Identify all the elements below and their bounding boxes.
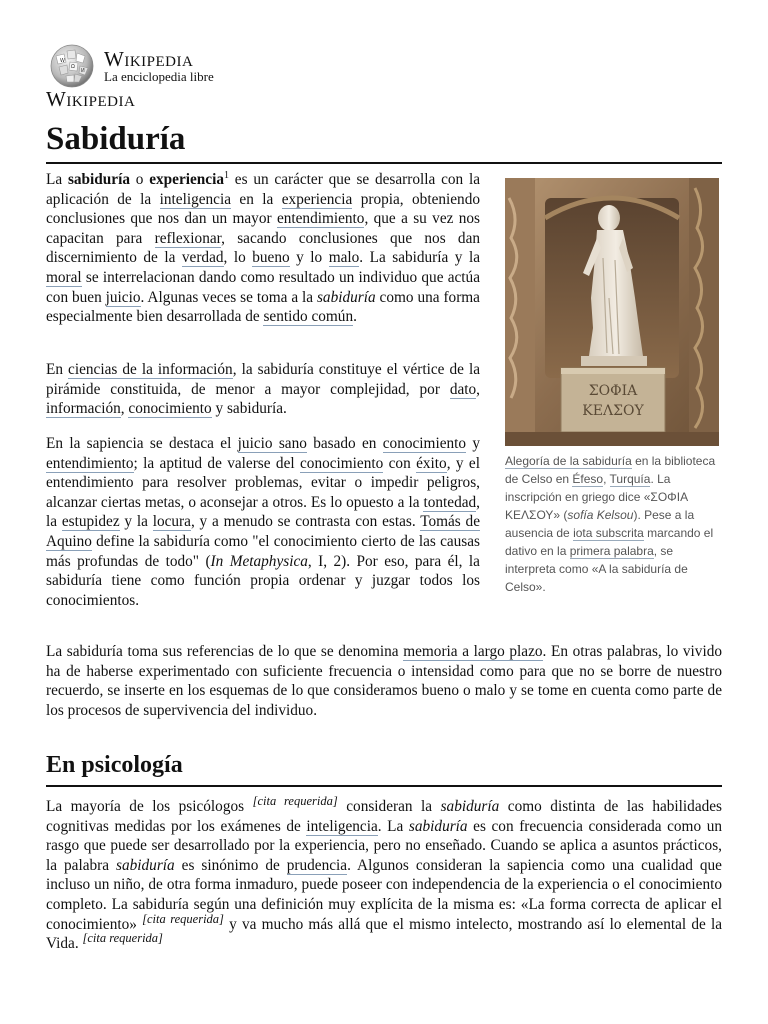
text-span: define la sabiduría como "el conocimiento cierto de las causas más profundas de todo" ( [46,532,480,570]
text-span: consideran la [337,798,441,815]
text-span: , lo [223,249,253,267]
inscription-line-1: ΣΟΦΙΑ [588,383,638,399]
link-estupidez[interactable]: estupidez [61,513,120,531]
text-span: basado en [306,435,383,452]
text-span: , la sabiduría constituye el vértice de la pirámide constituida, de menor a mayor complejidad, por [46,361,480,398]
link-verdad[interactable]: verdad [181,249,224,267]
bold-term: sabiduría [67,171,130,188]
text-span: con [383,454,417,472]
text-span: en la biblioteca de Celso en [505,454,716,486]
wordmark[interactable]: Wikipedia [104,47,194,71]
wordmark-secondary[interactable]: Wikipedia [46,87,136,111]
link-conocimiento[interactable]: conocimiento [300,454,384,472]
intro-paragraph-4 [46,642,722,720]
page-title: Sabiduría [46,121,186,157]
text-span: propia, obteniendo conclusiones que nos dan un mayor [46,190,480,228]
citation-needed-link[interactable]: [cita requerida] [252,793,338,808]
intro-paragraph-2 [46,360,480,419]
text-span: en la [230,190,282,208]
link-experiencia[interactable]: experiencia [281,190,353,208]
link-entendimiento[interactable]: entendimiento [276,210,365,228]
thumbnail-figure [505,178,719,596]
link-sentido-comun[interactable]: sentido común [263,308,354,326]
text-span: marcando el dativo en la [505,526,714,558]
text-span: , sacando conclusiones que nos dan discernimiento de la [46,229,481,267]
svg-text:И: И [81,68,85,74]
text-span: y la [119,513,153,531]
text-span: es un carácter que se desarrolla con la aplicación de la [46,171,481,208]
inscription-line-2: ΚΕΛΣΟΥ [582,403,644,419]
text-span: . Algunos consideran la sapiencia como una cualidad que incluso un niño, de otra forma inmaduro, puede poseer con independencia de la experiencia o el conocimiento completo. La sabiduría según una definición muy explícita de la misma es: «La forma correcta de aplicar el conocimiento» [46,856,722,933]
wikipedia-globe-logo[interactable] [46,42,98,88]
italic-term: sabiduría [316,288,376,306]
italic-term: sabiduría [116,856,175,874]
text-span: y lo [289,249,329,267]
text-span: , [476,380,480,398]
reference-number[interactable]: 1 [224,169,229,181]
text-span: , que a su vez nos capacitan para [46,210,480,247]
text-span: . La sabiduría y la [359,249,480,267]
link-memoria-a-largo-plazo[interactable]: memoria a largo plazo [403,643,543,660]
italic-term: sabiduría [440,798,500,815]
link-moral[interactable]: moral [46,268,82,286]
link-reflexionar[interactable]: reflexionar [154,229,222,247]
text-span: La mayoría de los psicólogos [46,798,253,815]
link-iota-subscrita[interactable]: iota subscrita [573,526,644,540]
text-span: se interrelacionan dando como resultado un individuo que actúa con buen [46,268,480,306]
intro-paragraph-1 [46,170,480,327]
text-span: . La inscripción en griego dice «ΣΟΦΙΑ ΚΕΛΣΟΥ» ( [505,472,688,522]
link-entendimiento[interactable]: entendimiento [46,454,134,472]
link-ciencias-de-la-informacion[interactable]: ciencias de la información [68,361,233,378]
link-conocimiento[interactable]: conocimiento [382,435,467,452]
link-exito[interactable]: éxito [416,454,447,472]
text-span: . [353,308,357,326]
figure-caption [505,452,719,596]
text-span: , la [46,493,480,531]
link-juicio-sano[interactable]: juicio sano [237,435,307,452]
link-juicio[interactable]: juicio [105,288,141,306]
svg-text:W: W [60,58,65,64]
title-divider [46,162,722,164]
italic-term: sofía Kelsou [567,508,634,522]
link-tomas-de-aquino[interactable]: Tomás de Aquino [46,513,480,550]
statue-image[interactable] [505,178,719,446]
link-inteligencia[interactable]: inteligencia [306,817,378,835]
text-span: . En otras palabras, lo vivido ha de haberse experimentado con suficiente frecuencia o intensidad como para que no se borre de nuestro recuerdo, se inserte en los esquemas de lo que consideramos bueno o malo y se tome en cuenta como parte de los procesos de supervivencia del individuo. [46,643,723,719]
text-span: como distinta de las habilidades cognitivas medidas por los exámenes de [46,798,722,835]
section-heading-psicologia: En psicología [46,752,183,778]
link-locura[interactable]: locura [152,513,191,531]
text-span: En la sapiencia se destaca el [46,435,238,452]
text-span: y va mucho más allá que el mismo intelecto, mostrando así lo elemental de la Vida. [46,915,723,953]
link-malo[interactable]: malo [328,249,360,267]
text-span: , [120,400,129,418]
text-span: , [603,472,610,486]
link-informacion[interactable]: información [46,400,121,418]
text-span: , y el entendimiento para resolver problemas, evitar o impedir peligros, alcanzar ciertas metas, o aconsejar a otros. Es lo opuesto a la [46,454,480,511]
text-span: La sabiduría toma sus referencias de lo que se denomina [46,643,404,660]
italic-term: sabiduría [408,817,468,835]
link-prudencia[interactable]: prudencia [286,856,348,874]
section-divider [46,785,722,787]
link-primera-palabra[interactable]: primera palabra [569,544,654,558]
link-conocimiento[interactable]: conocimiento [128,400,212,418]
text-span: . La [377,817,409,835]
site-tagline: La enciclopedia libre [104,69,214,84]
site-header [46,42,346,112]
link-efeso[interactable]: Éfeso [572,472,604,486]
text-span: , I, 2). Por eso, para él, la sabiduría tiene como función propia ordenar y juzgar todos los conocimientos. [46,552,480,609]
link-tontedad[interactable]: tontedad [423,493,477,511]
link-alegoria[interactable]: Alegoría de la sabiduría [505,454,632,468]
text-span: , y a menudo se contrasta con estas. [190,513,421,531]
text-span: como una forma especialmente bien desarrollada de [46,288,480,326]
svg-text:Ω: Ω [71,64,75,70]
link-bueno[interactable]: bueno [252,249,290,267]
citation-needed-link[interactable]: [cita requerida] [82,931,163,946]
bold-term: experiencia [149,171,224,188]
link-dato[interactable]: dato [449,380,477,398]
text-span: . Algunas veces se toma a la [140,288,317,306]
link-inteligencia[interactable]: inteligencia [159,190,231,208]
text-span: , se interpreta como «A la sabiduría de Celso». [505,544,688,594]
intro-paragraph-3 [46,434,480,610]
text-span: es con frecuencia considerada como un rasgo que puede ser desarrollado por la experiencia, pero no enseñado. Cuando se aplica a asuntos prácticos, la palabra [46,817,722,874]
text-span: ). Pese a la ausencia de [505,508,695,540]
text-span: o [130,171,150,188]
text-span: En [46,361,69,378]
text-span: ; la aptitud de valerse del [133,454,300,472]
italic-title: In Metaphysica [210,552,308,570]
text-span: y sabiduría. [211,400,287,418]
text-span: es sinónimo de [174,856,287,874]
citation-needed-link[interactable]: [cita requerida] [142,911,224,926]
link-turquia[interactable]: Turquía [609,472,651,486]
psicologia-paragraph [46,793,723,954]
text-span: La [46,171,68,188]
text-span: y [466,435,481,452]
